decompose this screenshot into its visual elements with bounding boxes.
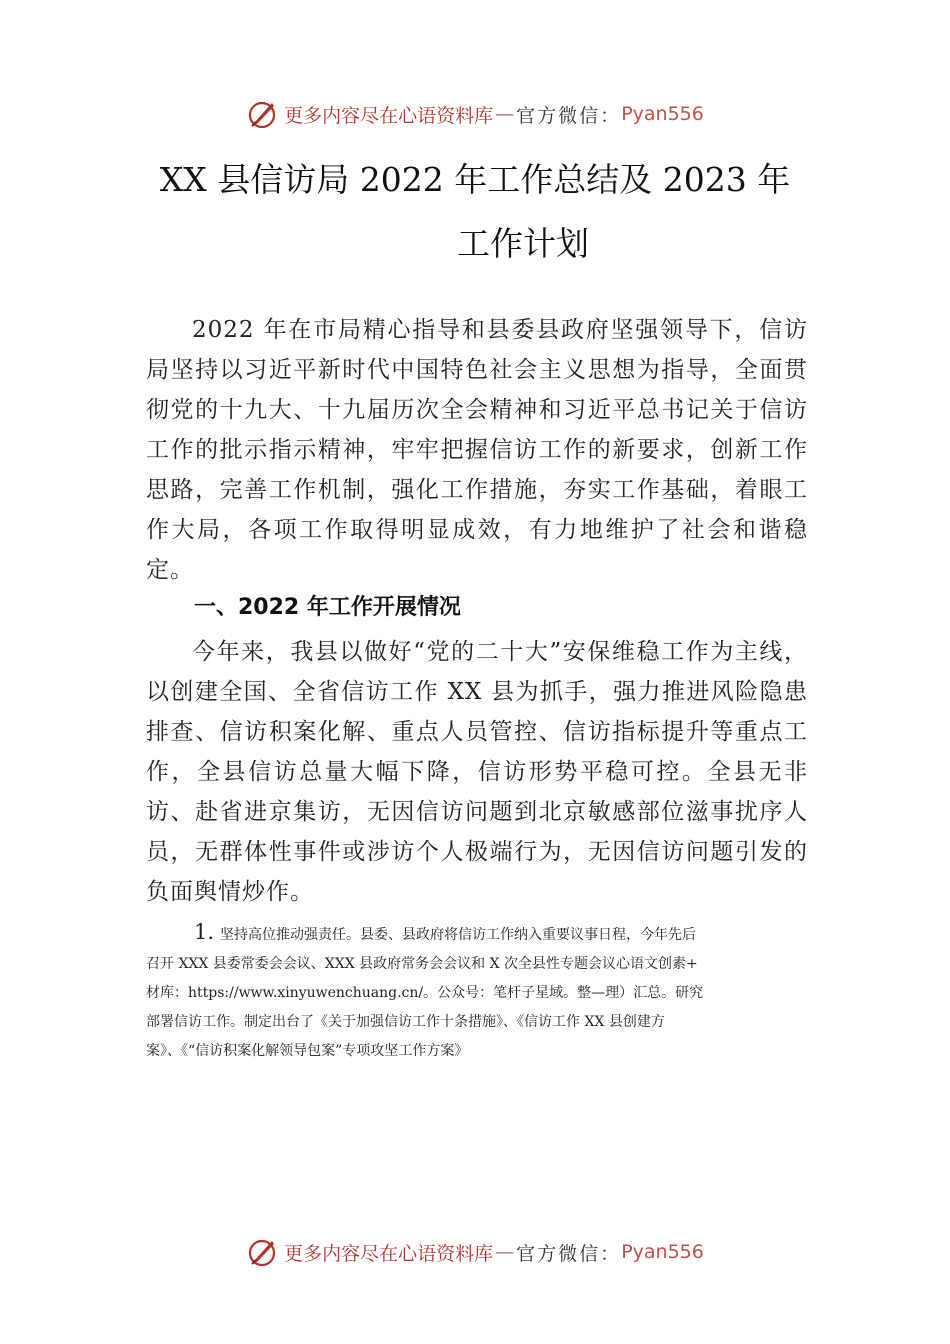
document-title-line-1: XX 县信访局 2022 年工作总结及 2023 年 [159, 160, 791, 199]
quill-logo-icon [246, 1235, 280, 1269]
banner-wechat-id: Pyan556 [621, 1241, 704, 1263]
item-1-block [146, 918, 822, 1066]
item-1-line-5: 案》、《“信访积案化解领导包案”专项攻坚工作方案》 [146, 1043, 469, 1059]
section-1-heading: 一、2022 年工作开展情况 [194, 595, 461, 620]
intro-paragraph: 2022 年在市局精心指导和县委县政府坚强领导下，信访局坚持以习近平新时代中国特色社会主义思想为指导，全面贯彻党的十九大、十九届历次全会精神和习近平总书记关于信访工作的批示指示精神，牢牢把握信访工作的新要求，创新工作思路，完善工作机制，强化工作措施，夯实工作基础，着眼工作大局，各项工作取得明显成效，有力地维护了社会和谐稳定。 [146, 317, 808, 583]
banner-main-text: 更多内容尽在心语资料库 [284, 104, 494, 127]
section-1-paragraph: 今年来，我县以做好“党的二十大”安保维稳工作为主线，以创建全国、全省信访工作 XX 县为抓手，强力推进风险隐患排查、信访积案化解、重点人员管控、信访指标提升等重点工作，全县信访总量大幅下降，信访形势平稳可控。全县无非访、赴省进京集访，无因信访问题到北京敏感部位滋事扰序人员，无群体性事件或涉访个人极端行为，无因信访问题引发的负面舆情炒作。 [146, 639, 808, 905]
banner-dash: — [495, 1241, 515, 1263]
item-1-line-4: 部署信访工作。制定出台了《关于加强信访工作十条措施》、《信访工作 XX 县创建方 [146, 1014, 665, 1030]
top-banner [0, 94, 950, 134]
banner-wechat-label: 官方微信： [516, 1242, 622, 1265]
banner-main-text: 更多内容尽在心语资料库 [284, 1242, 494, 1265]
item-1-line-2: 召开 XXX 县委常委会会议、XXX 县政府常务会会议和 X 次全县性专题会议心语文创素+ [146, 956, 698, 972]
banner-dash: — [495, 103, 515, 125]
item-1-line-1-text: 坚持高位推动强责任。县委、县政府将信访工作纳入重要议事日程，今年先后 [220, 927, 697, 943]
banner-wechat-label: 官方微信： [516, 104, 622, 127]
bottom-banner [0, 1232, 950, 1272]
item-1-line-1 [146, 918, 822, 950]
banner-wechat-id: Pyan556 [621, 103, 704, 125]
quill-logo-icon [246, 97, 280, 131]
document-title-line-2: 工作计划 [457, 224, 589, 263]
item-1-line-3: 材库：https://www.xinyuwenchuang.cn/。公众号：笔杆子星域。整—理）汇总。研究 [146, 985, 704, 1001]
item-1-number: 1. [194, 920, 215, 944]
